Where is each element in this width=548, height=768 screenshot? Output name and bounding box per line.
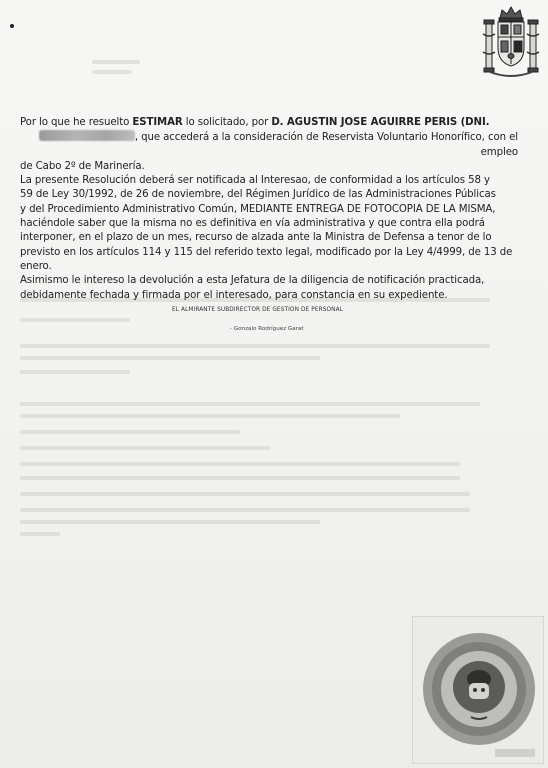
bleed-through-line xyxy=(20,414,400,418)
notification-line: haciéndole saber que la misma no es definitiva en vía administrativa y que contra ella podrá xyxy=(20,218,485,230)
bleed-through-line xyxy=(20,508,470,512)
paragraph-decision-line-3: de Cabo 2º de Marinería. xyxy=(20,160,145,172)
notification-line: previsto en los artículos 114 y 115 del referido texto legal, modificado por la Ley 4/4999, de 13 de xyxy=(20,246,513,258)
decision-line-2-text: , que accederá a la consideración de Reservista Voluntario Honorífico, con el empleo xyxy=(134,132,518,158)
decision-intro: Por lo que he resuelto xyxy=(20,117,133,128)
notification-line: y del Procedimiento Administrativo Común, MEDIANTE ENTREGA DE FOTOCOPIA DE LA MISMA, xyxy=(20,203,496,215)
applicant-name: D. AGUSTIN JOSE AGUIRRE PERIS (DNI. xyxy=(271,117,490,128)
bleed-through-line xyxy=(20,462,460,466)
bleed-through-line xyxy=(20,318,130,322)
bleed-through-line xyxy=(20,344,490,348)
spanish-coat-of-arms-icon xyxy=(480,4,542,80)
bleed-through-line xyxy=(20,446,270,450)
signature-title: EL ALMIRANTE SUBDIRECTOR DE GESTION DE PERSONAL xyxy=(172,307,343,313)
decision-middle: lo solicitado, por xyxy=(182,117,272,128)
bleed-through-line xyxy=(20,430,240,434)
watermark-stamp-icon xyxy=(413,617,543,763)
bleed-through-line xyxy=(20,532,60,536)
margin-mark xyxy=(10,24,14,28)
notification-line: La presente Resolución deberá ser notificada al Interesao, de conformidad a los artículos 58 y xyxy=(20,175,490,187)
bleed-through-line xyxy=(20,476,460,480)
signature-name: - Gonzalo Rodríguez Garat xyxy=(230,326,304,332)
return-request-line: debidamente fechada y firmada por el interesado, para constancia en su expediente. xyxy=(20,289,448,301)
notification-line: 59 de Ley 30/1992, de 26 de noviembre, del Régimen Jurídico de las Administraciones Públicas xyxy=(20,189,496,201)
return-request-line: Asimismo le intereso la devolución a esta Jefatura de la diligencia de notificación practicada, xyxy=(20,275,485,287)
resolution-body xyxy=(20,116,520,303)
notification-line: interponer, en el plazo de un mes, recurso de alzada ante la Ministra de Defensa a tenor de lo xyxy=(20,232,492,244)
bleed-through-line xyxy=(20,492,470,496)
bleed-through-line xyxy=(20,356,320,360)
bleed-through-line xyxy=(20,520,320,524)
paragraph-decision-line-1 xyxy=(20,116,520,130)
bleed-through-line xyxy=(20,402,480,406)
watermark-stamp xyxy=(412,616,544,764)
decision-word: ESTIMAR xyxy=(132,117,183,128)
paragraph-decision-line-2 xyxy=(20,130,520,160)
bleed-through-line xyxy=(92,60,140,64)
bleed-through-line xyxy=(92,70,132,74)
bleed-through-line xyxy=(20,370,130,374)
redacted-dni xyxy=(39,130,135,141)
notification-line: enero. xyxy=(20,260,52,272)
